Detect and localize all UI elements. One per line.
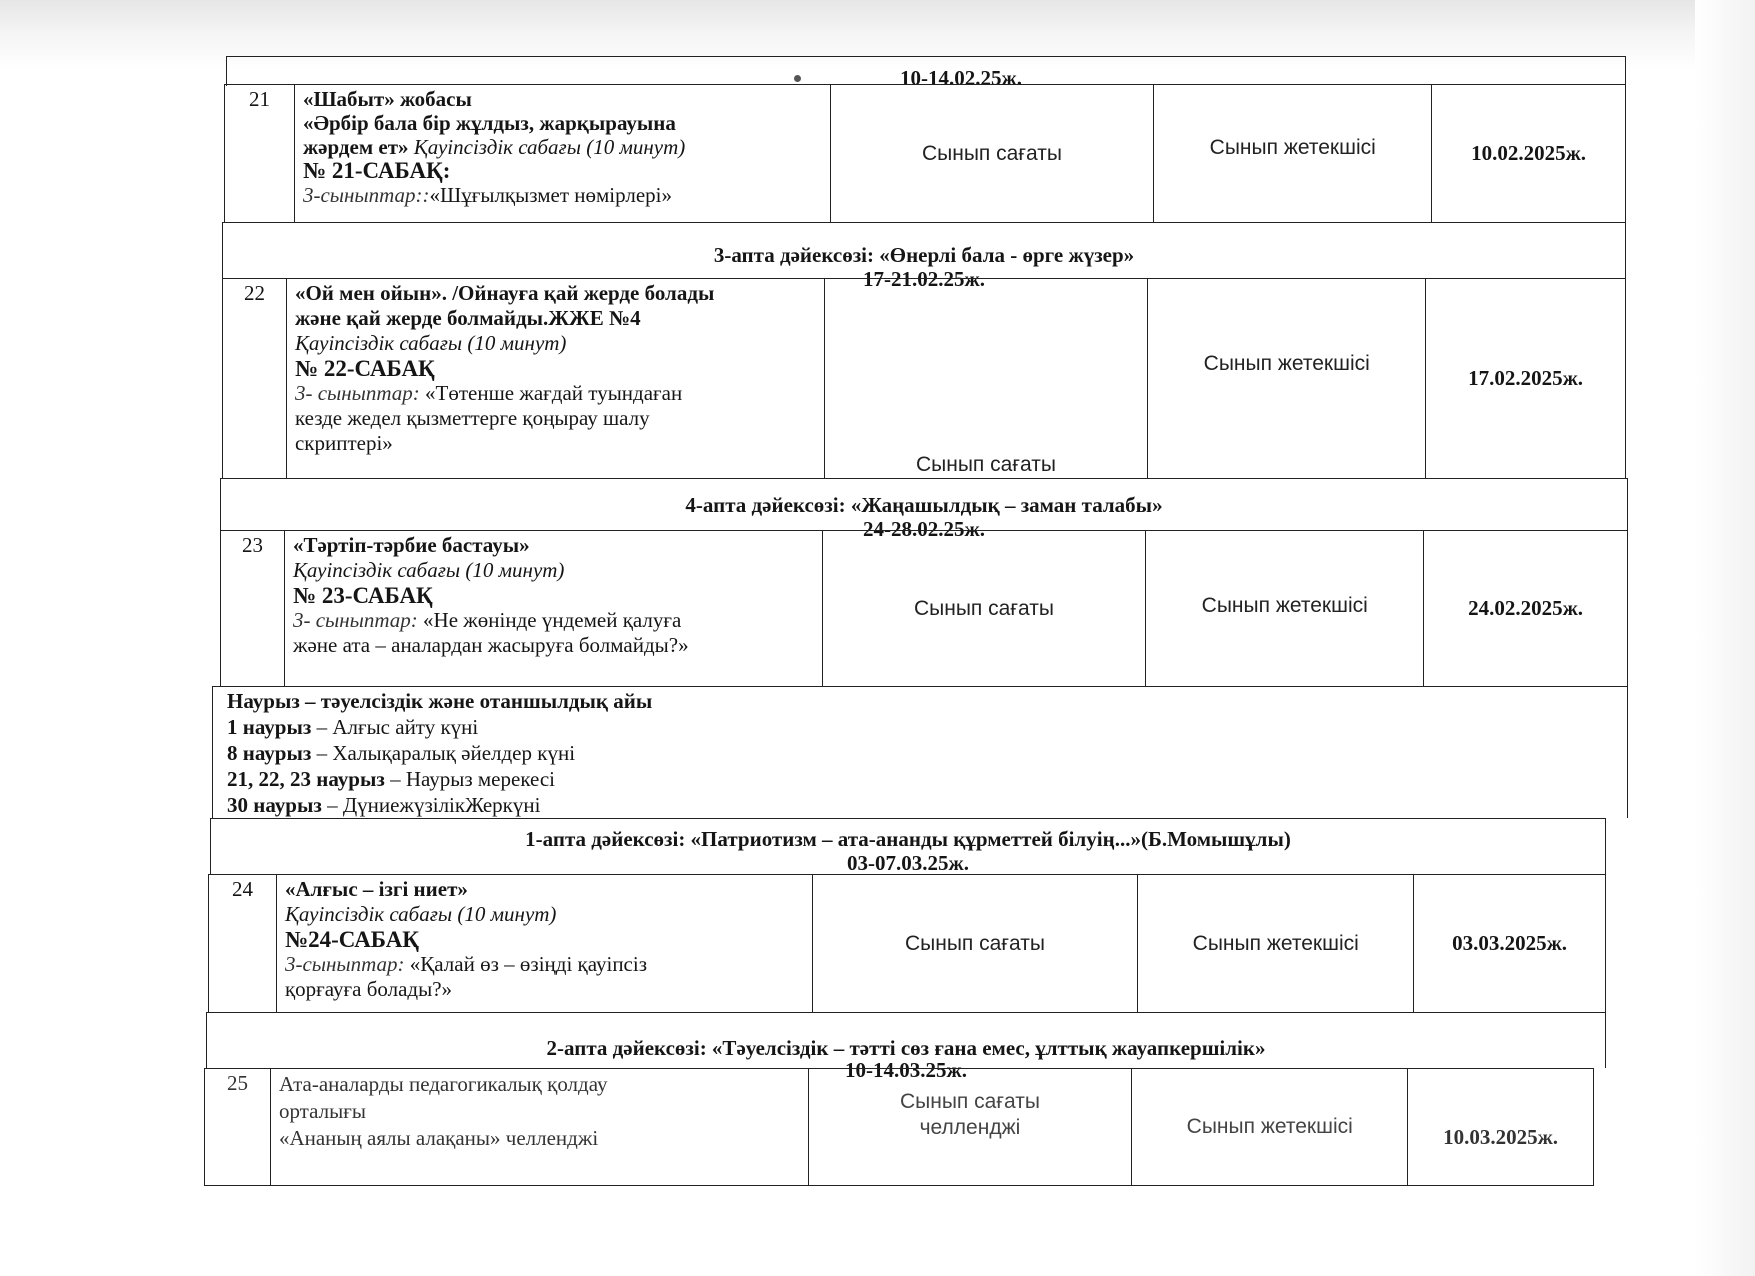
lesson-topic [295,381,816,406]
week-quote: 2-апта дәйексөзі: «Тәуелсіздік – тәтті сөз ғана емес, ұлттық жауапкершілік» [546,1036,1266,1060]
week-quote-header [211,819,1606,874]
event-description [287,279,825,478]
week-quote: 3-апта дәйексөзі: «Өнерлі бала - өрге жүзер» [713,243,1135,267]
holiday-name: – Наурыз мерекесі [384,767,555,791]
topic-text-line: кезде жедел қызметтерге қоңырау шалу [294,406,650,430]
event-title-line: Ата-аналарды педагогикалық қолдау [278,1072,608,1096]
week-dates: 24-28.02.25ж. [863,517,985,541]
holiday-date: 21, 22, 23 наурыз [227,767,385,791]
row-number: 23 [221,531,285,686]
project-title: «Шабыт» жобасы [302,87,472,111]
event-form [809,1069,1133,1185]
responsible-person: Сынып жетекшісі [1154,85,1432,222]
holiday-date: 8 наурыз [227,741,312,765]
topic-text: «Не жөнінде үндемей қалуға [417,608,682,632]
row-number: 25 [205,1069,271,1185]
event-title-line: «Тәртіп-тәрбие бастауы» [292,533,530,557]
table-row [224,84,1626,222]
challenge-name: «Ананың аялы алақаны» [278,1126,501,1150]
week-dates: 03-07.03.25ж. [847,851,969,875]
month-title: Наурыз – тәуелсіздік және отаншылдық айы [227,689,653,713]
topic-text: «Қалай өз – өзіңді қауіпсіз [404,952,648,976]
lesson-topic [293,608,814,633]
topic-text-line: және ата – аналардан жасыруға болмайды?» [292,633,689,657]
event-date: 10.02.2025ж. [1432,85,1626,222]
topic-text: «Шұғылқызмет нөмірлері» [429,183,673,207]
lesson-topic [303,183,822,207]
table-row [220,530,1628,686]
event-form-line: Сынып сағаты [899,1090,1040,1113]
safety-lesson-label: Қауіпсіздік сабағы (10 минут) [284,902,557,926]
event-title-line: «Алғыс – ізгі ниет» [284,877,468,901]
safety-lesson-label: Қауіпсіздік сабағы (10 минут) [292,558,565,582]
lesson-number: №24-САБАҚ [284,927,419,952]
week-header-row [210,818,1606,874]
event-title-line: «Әрбір бала бір жұлдыз, жарқырауына [302,111,676,135]
event-date: 24.02.2025ж. [1424,531,1628,686]
event-title-line: «Ой мен ойын». /Ойнауға қай жерде болады [294,281,715,305]
week-quote: 4-апта дәйексөзі: «Жаңашылдық – заман талабы» [685,493,1163,517]
holiday-name: – ДүниежүзілікЖеркүні [321,793,541,817]
responsible-person: Сынып жетекшісі [1148,279,1426,478]
row-number: 22 [223,279,287,478]
event-title-line [303,135,822,159]
table-row [204,1068,1594,1186]
week-dates: 10-14.02.25ж. [227,57,1626,86]
event-description [277,875,813,1012]
week-quote-header [207,1013,1606,1082]
responsible-person: Сынып жетекшісі [1138,875,1414,1012]
event-form: Сынып сағаты [825,279,1149,478]
month-events-block [212,686,1628,818]
grade-label: 3-сыныптар:: [302,183,430,207]
holiday-name: – Алғыс айту күні [311,715,479,739]
holiday-item [227,792,1613,818]
month-events [213,687,1628,818]
grade-label: 3-сыныптар: [284,952,405,976]
event-form: Сынып сағаты [831,85,1155,222]
safety-lesson-label: Қауіпсіздік сабағы (10 минут) [294,331,567,355]
topic-text-line: қорғауға болады?» [284,977,453,1001]
week-header-row [226,56,1626,90]
lesson-number: № 22-САБАҚ [294,356,435,381]
event-title-line: және қай жерде болмайды.ЖЖЕ №4 [294,306,641,330]
week-header-row [220,478,1628,541]
event-title-line [279,1125,800,1152]
lesson-number: № 23-САБАҚ [292,583,433,608]
event-description [285,531,823,686]
week-header-row [222,222,1626,291]
event-date: 03.03.2025ж. [1414,875,1606,1012]
event-description [295,85,831,222]
week-quote-header [221,479,1628,541]
week-dates: 10-14.03.25ж. [845,1058,967,1082]
safety-lesson-label: Қауіпсіздік сабағы (10 минут) [408,135,686,159]
event-form: Сынып сағаты [823,531,1147,686]
holiday-name: – Халықаралық әйелдер күні [311,741,576,765]
row-number: 24 [209,875,277,1012]
holiday-date: 30 наурыз [227,793,322,817]
holiday-item [227,766,1613,792]
holiday-item [227,714,1613,740]
lesson-topic [285,952,804,977]
holiday-date: 1 наурыз [227,715,312,739]
event-date: 10.03.2025ж. [1408,1069,1594,1185]
week-quote-header [223,223,1626,291]
topic-text-line: скриптері» [294,431,393,455]
week-header-row [206,1012,1606,1082]
event-form: Сынып сағаты [813,875,1139,1012]
event-date: 17.02.2025ж. [1426,279,1626,478]
row-number: 21 [225,85,295,222]
table-row [208,874,1606,1012]
grade-label: 3- сыныптар: [294,381,420,405]
event-title-line: орталығы [278,1099,366,1123]
event-description [271,1069,809,1185]
week-quote: 1-апта дәйексөзі: «Патриотизм – ата-ананды құрметтей білуің...»(Б.Момышұлы) [525,827,1291,851]
event-form-line: челленджі [919,1116,1021,1139]
lesson-number: № 21-САБАҚ: [302,158,451,183]
responsible-person: Сынып жетекшісі [1146,531,1424,686]
grade-label: 3- сыныптар: [292,608,418,632]
challenge-suffix: челленджі [500,1126,599,1150]
week-dates: 17-21.02.25ж. [863,267,985,291]
topic-text: «Төтенше жағдай туындаған [419,381,683,405]
event-title-end: жәрдем ет» [302,135,409,159]
table-row [222,278,1626,478]
holiday-item [227,740,1613,766]
responsible-person: Сынып жетекшісі [1132,1069,1408,1185]
